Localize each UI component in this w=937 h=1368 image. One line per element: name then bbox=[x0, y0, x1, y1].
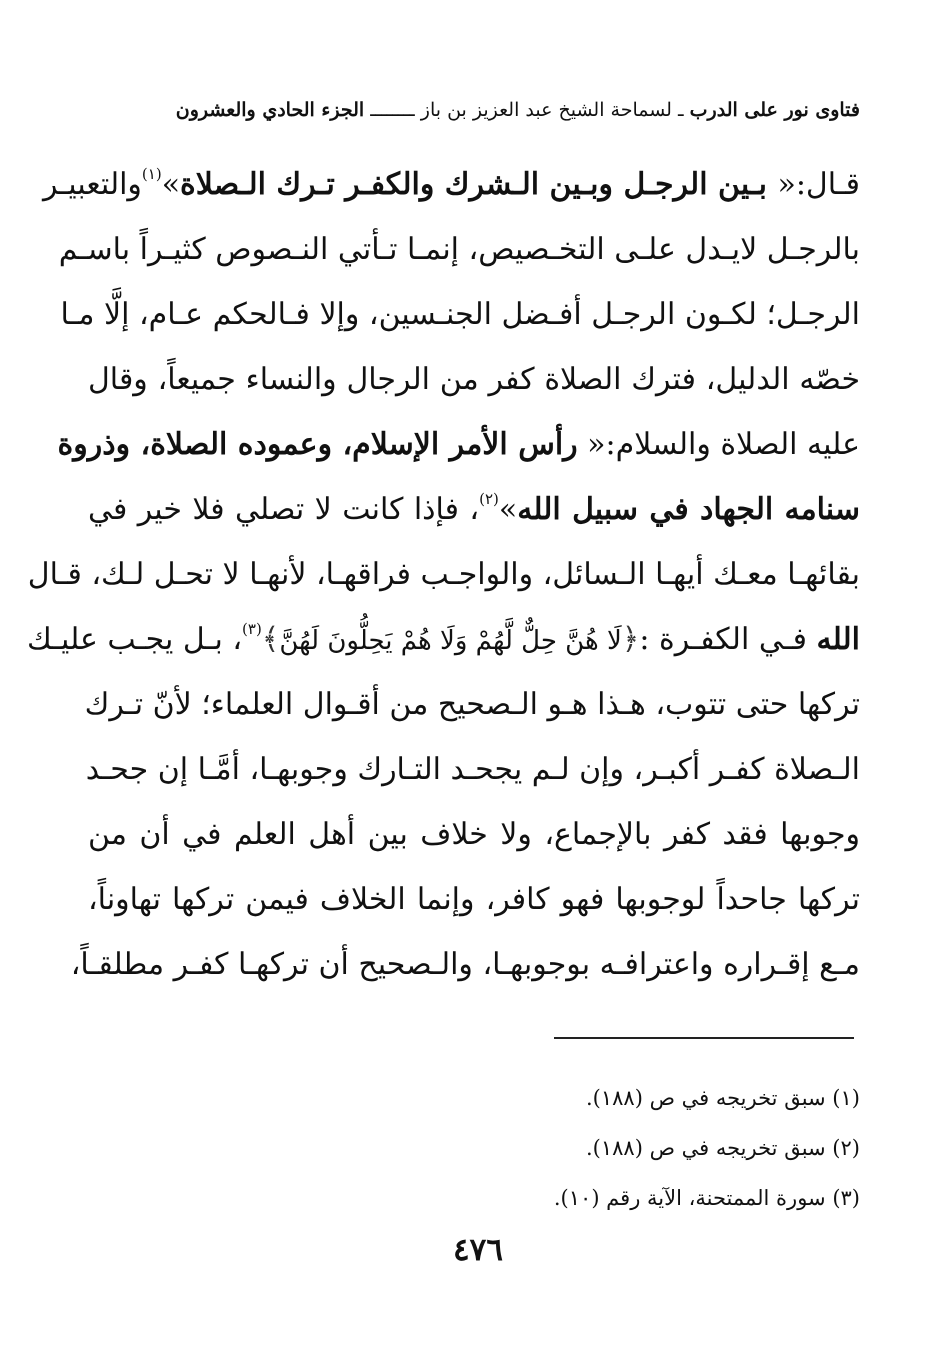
author-line: لسماحة الشيخ عبد العزيز بن باز bbox=[420, 99, 672, 121]
header-dash: ــــــــ bbox=[370, 99, 415, 121]
text-line-6: سنامه الجهاد في سبيل الله»$^{(٢)}$، فإذا كانت لا تصلي فلا خير في bbox=[88, 490, 860, 527]
text-line-7: بقائهـا معـك أيهـا الـسائل، والواجـب فراقهـا، لأنهـا لا تحـل لـك، قـال bbox=[27, 557, 860, 592]
volume-title: الجزء الحادي والعشرون bbox=[175, 99, 365, 121]
text-line-4: خصّه الدليل، فترك الصلاة كفر من الرجال والنساء جميعاً، وقال bbox=[88, 362, 860, 397]
text-line-11: وجوبها فقد كفر بالإجماع، ولا خلاف بين أهل العلم في أن من bbox=[88, 817, 860, 852]
footnote-ref-1: (١) bbox=[141, 165, 162, 183]
text-line-1: قـال:« بـين الرجـل وبـين الـشرك والكفـر تـرك الـصلاة»$^{(١)}$والتعبيـر bbox=[42, 165, 860, 202]
book-title: فتاوى نور على الدرب bbox=[689, 99, 860, 121]
text-line-9: تركها حتى تتوب، هـذا هـو الـصحيح من أقـوال العلماء؛ لأنّ تـرك bbox=[84, 687, 860, 722]
quran-bracket-close: ﴾ bbox=[261, 622, 280, 657]
body-text bbox=[26, 152, 860, 997]
text-line-5: عليه الصلاة والسلام:« رأس الأمر الإسلام، وعموده الصلاة، وذروة bbox=[57, 427, 860, 462]
header-separator: ـ bbox=[678, 99, 684, 121]
text-line-12: تركها جاحداً لوجوبها فهو كافر، وإنما الخلاف فيمن تركها تهاوناً، bbox=[88, 882, 860, 917]
text-line-8: الله فـي الكفـرة :﴿لَا هُنَّ حِلٌّ لَّهُمْ وَلَا هُمْ يَحِلُّونَ لَهُنَّ﴾$^{(٣)}$، بـل يجـب عليـك bbox=[26, 620, 860, 657]
quran-bracket-open: ﴿ bbox=[621, 622, 640, 657]
text-line-2: بالرجـل لايـدل علـى التخـصيص، إنمـا تـأتي النـصوص كثيـراً باسـم bbox=[58, 232, 860, 267]
footnote-ref-3: (٣) bbox=[242, 620, 262, 638]
text-line-3: الرجـل؛ لكـون الرجـل أفـضل الجنـسين، وإلا فـالحكم عـام، إلَّا مـا bbox=[60, 297, 860, 332]
footnote-divider bbox=[554, 1037, 854, 1039]
running-header bbox=[88, 90, 860, 130]
hadith-quote-2-end: سنامه الجهاد في سبيل الله bbox=[517, 492, 860, 527]
hadith-quote-2: رأس الأمر الإسلام، وعموده الصلاة، وذروة bbox=[57, 427, 578, 462]
footnote-2: (٢) سبق تخريجه في ص (١٨٨). bbox=[586, 1136, 860, 1160]
page-number: ٤٧٦ bbox=[453, 1232, 503, 1268]
footnotes bbox=[420, 1073, 860, 1223]
text-line-13: مـع إقـراره واعترافـه بوجوبهـا، والـصحيح أن تركهـا كفـر مطلقـاً، bbox=[70, 947, 860, 982]
text-line-10: الـصلاة كفـر أكبـر، وإن لـم يجحـد التـارك وجوبهـا، أمَّـا إن جحـد bbox=[85, 752, 860, 787]
footnote-3: (٣) سورة الممتحنة، الآية رقم (١٠). bbox=[553, 1186, 860, 1210]
quran-verse: لَا هُنَّ حِلٌّ لَّهُمْ وَلَا هُمْ يَحِلُّونَ لَهُنَّ bbox=[279, 626, 622, 656]
footnote-1: (١) سبق تخريجه في ص (١٨٨). bbox=[586, 1086, 860, 1110]
hadith-quote: بـين الرجـل وبـين الـشرك والكفـر تـرك الـصلاة bbox=[180, 167, 778, 202]
footnote-ref-2: (٢) bbox=[479, 490, 499, 508]
